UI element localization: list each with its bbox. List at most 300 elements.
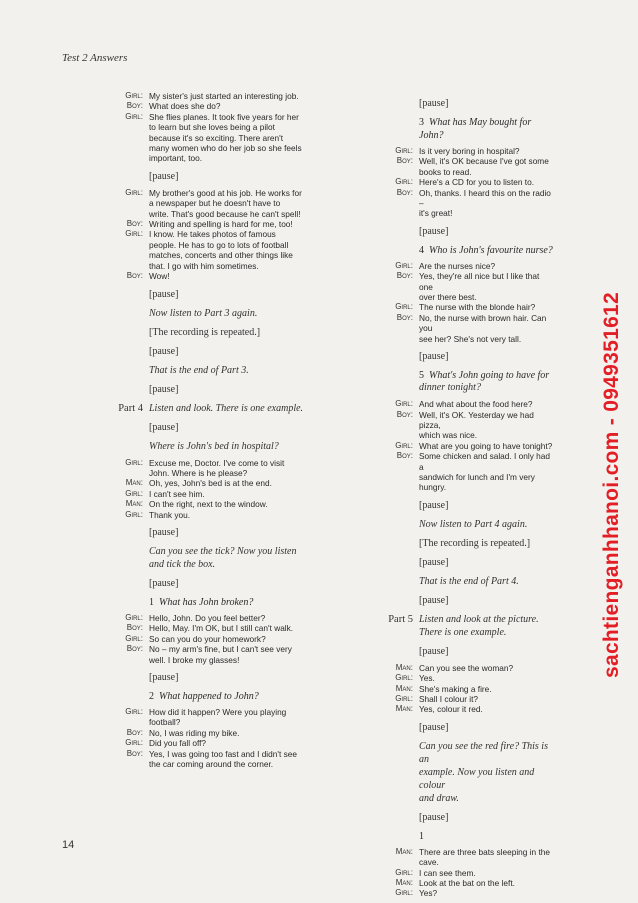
dialogue-text: Here's a CD for you to listen to. — [419, 177, 535, 188]
question-text: What happened to John? — [159, 690, 259, 702]
dialogue-text: Yes? — [419, 888, 438, 899]
indent-spacer — [355, 740, 419, 766]
instruction — [355, 626, 555, 639]
stage-direction-text: [The recording is repeated.] — [149, 326, 261, 338]
speaker-label — [355, 208, 419, 218]
instruction-text: Can you see the tick? Now you listen — [149, 545, 297, 557]
dialogue-line — [355, 704, 555, 714]
indent-spacer — [355, 556, 419, 569]
dialogue-line — [85, 133, 330, 143]
speaker-label: Girl: — [395, 146, 413, 155]
speaker-label: Girl: — [395, 399, 413, 409]
dialogue-line — [355, 441, 555, 451]
speaker-label — [85, 655, 149, 665]
speaker-label: Man: — [395, 878, 413, 887]
stage-direction-text: [pause] — [419, 225, 449, 237]
speaker-label: Man: — [395, 662, 413, 672]
dialogue-text: On the right, next to the window. — [149, 499, 268, 510]
dialogue-line — [85, 728, 330, 738]
dialogue-text: She flies planes. It took five years for her — [149, 111, 299, 122]
dialogue-line — [355, 167, 555, 177]
speaker-label: Man: — [125, 478, 143, 488]
dialogue-line — [85, 271, 330, 281]
indent-spacer — [85, 596, 149, 609]
speaker-label: Girl: — [125, 229, 143, 239]
dialogue-text: My sister's just started an interesting job. — [149, 91, 299, 101]
dialogue-line — [355, 673, 555, 683]
indent-spacer — [355, 381, 419, 394]
dialogue-text: Oh, thanks. I heard this on the radio – — [419, 187, 551, 209]
speaker-label — [85, 759, 149, 769]
dialogue-line — [355, 292, 555, 302]
stage-direction-text: [pause] — [419, 98, 449, 109]
speaker-label — [85, 250, 149, 260]
stage-direction — [355, 594, 555, 607]
question-line — [419, 830, 555, 843]
dialogue-text: see her? She's not very tall. — [419, 333, 522, 344]
dialogue-line — [355, 156, 555, 166]
page-number: 14 — [62, 839, 75, 851]
dialogue-text: How did it happen? Were you playing — [149, 706, 287, 717]
stage-direction-text: [pause] — [419, 645, 449, 657]
dialogue-text: well. I broke my glasses! — [149, 654, 240, 665]
speaker-label: Boy: — [396, 187, 413, 197]
speaker-label: Boy: — [396, 271, 413, 281]
stage-direction — [85, 577, 330, 590]
speaker-label: Girl: — [395, 693, 413, 703]
dialogue-line — [355, 261, 555, 271]
dialogue-line — [85, 510, 330, 520]
dialogue-line — [85, 188, 330, 198]
dialogue-text: Can you see the woman? — [419, 662, 514, 673]
dialogue-text: There are three bats sleeping in the cave. — [419, 846, 550, 868]
stage-direction-text: [pause] — [419, 556, 449, 568]
dialogue-line — [355, 888, 555, 898]
instruction-text: Now listen to Part 3 again. — [149, 307, 258, 319]
speaker-label — [85, 468, 149, 478]
speaker-label: Boy: — [126, 219, 143, 229]
stage-direction-text: [The recording is repeated.] — [419, 537, 531, 549]
indent-spacer — [355, 518, 419, 531]
dialogue-text: What does she do? — [149, 101, 221, 112]
stage-direction-text: [pause] — [419, 594, 449, 606]
dialogue-line — [355, 847, 555, 868]
stage-direction — [85, 421, 330, 434]
question-number: 3 — [419, 117, 424, 128]
question-text: What has May bought for John? — [419, 117, 532, 141]
dialogue-text: the car coming around the corner. — [149, 759, 274, 769]
dialogue-text: many women who do her job so she feels — [149, 143, 302, 154]
stage-direction — [355, 499, 555, 512]
dialogue-text: No, I was riding my bike. — [149, 727, 240, 738]
dialogue-line — [85, 240, 330, 250]
indent-spacer — [355, 537, 419, 550]
stage-direction — [355, 556, 555, 569]
stage-direction-text: [pause] — [149, 671, 179, 683]
dialogue-text: Yes, I was going too fast and I didn't see — [149, 748, 297, 759]
indent-spacer — [85, 577, 149, 590]
indent-spacer — [85, 545, 149, 558]
dialogue-line — [85, 707, 330, 717]
stage-direction — [355, 645, 555, 658]
stage-direction — [85, 170, 330, 183]
dialogue-line — [85, 499, 330, 509]
stage-direction — [355, 97, 555, 110]
speaker-label — [85, 153, 149, 163]
dialogue-text: Well, it's OK because I've got some — [419, 156, 549, 167]
speaker-label: Girl: — [125, 91, 143, 100]
indent-spacer — [85, 288, 149, 301]
dialogue-text: sandwich for lunch and I'm very hungry. — [419, 471, 535, 493]
question — [355, 116, 555, 142]
dialogue-text: Hello, May. I'm OK, but I still can't walk. — [149, 623, 294, 634]
speaker-label: Girl: — [125, 738, 143, 748]
dialogue-text: Wow! — [149, 271, 170, 282]
page-header: Test 2 Answers — [62, 52, 128, 64]
dialogue-line — [85, 209, 330, 219]
instruction-text: example. Now you listen and colour — [419, 766, 535, 791]
speaker-label — [355, 472, 419, 493]
dialogue-line — [355, 313, 555, 334]
dialogue-text: I can see them. — [419, 867, 476, 878]
indent-spacer — [355, 830, 419, 843]
dialogue-text: Yes, they're all nice but I like that one — [419, 271, 540, 292]
dialogue-line — [85, 122, 330, 132]
speaker-label: Girl: — [125, 612, 143, 622]
instruction — [355, 766, 555, 792]
indent-spacer — [355, 225, 419, 238]
dialogue-text: Did you fall off? — [149, 738, 207, 749]
dialogue-text: The nurse with the blonde hair? — [419, 302, 536, 313]
instruction-text: That is the end of Part 4. — [419, 575, 519, 587]
dialogue-text: Look at the bat on the left. — [419, 878, 515, 888]
instruction-text: That is the end of Part 3. — [149, 364, 249, 376]
dialogue-text: write. That's good because he can't spell! — [149, 208, 301, 219]
instruction — [355, 381, 555, 394]
indent-spacer — [85, 170, 149, 183]
speaker-label: Girl: — [125, 187, 143, 197]
stage-direction — [85, 345, 330, 358]
dialogue-line — [355, 177, 555, 187]
dialogue-line — [85, 198, 330, 208]
instruction — [85, 440, 330, 453]
stage-direction — [355, 350, 555, 363]
speaker-label: Boy: — [396, 409, 413, 419]
dialogue-text: What are you going to have tonight? — [419, 440, 553, 451]
dialogue-text: She's making a fire. — [419, 683, 492, 694]
dialogue-text: people. He has to go to lots of football — [149, 239, 289, 250]
dialogue-text: I know. He takes photos of famous — [149, 229, 276, 240]
part-label: Part 4 — [118, 402, 143, 414]
indent-spacer — [85, 440, 149, 453]
speaker-label: Man: — [395, 846, 413, 856]
speaker-label — [85, 133, 149, 143]
question-text: What has John broken? — [159, 596, 254, 608]
stage-direction — [85, 326, 330, 339]
indent-spacer — [355, 626, 419, 639]
speaker-label: Boy: — [396, 156, 413, 166]
stage-direction-text: [pause] — [149, 421, 179, 433]
speaker-label — [85, 717, 149, 727]
stage-direction — [355, 225, 555, 238]
dialogue-text: which was nice. — [419, 430, 478, 441]
dialogue-line — [355, 472, 555, 493]
speaker-label: Girl: — [125, 633, 143, 643]
dialogue-line — [355, 684, 555, 694]
dialogue-text: that. I go with him sometimes. — [149, 260, 259, 271]
dialogue-line — [85, 759, 330, 769]
dialogue-text: to learn but she loves being a pilot — [149, 122, 275, 133]
stage-direction-text: [pause] — [149, 288, 179, 300]
dialogue-line — [355, 663, 555, 673]
indent-spacer — [85, 671, 149, 684]
indent-spacer — [355, 97, 419, 110]
dialogue-line — [85, 458, 330, 468]
speaker-label — [85, 143, 149, 153]
dialogue-line — [355, 334, 555, 344]
dialogue-text: because it's so exciting. There aren't — [149, 132, 283, 143]
dialogue-line — [355, 878, 555, 888]
speaker-label: Girl: — [395, 440, 413, 450]
watermark-text: sachtienganhhanoi.com - 0949351612 — [600, 291, 623, 679]
speaker-label: Boy: — [126, 101, 143, 111]
question-text: What's John going to have for — [429, 370, 550, 382]
instruction-text: Listen and look at the picture. — [419, 613, 539, 625]
dialogue-text: Some chicken and salad. I only had a — [419, 451, 550, 472]
indent-spacer — [85, 345, 149, 358]
dialogue-text: Yes. — [419, 673, 435, 684]
question-line — [419, 244, 555, 257]
speaker-label: Boy: — [126, 271, 143, 281]
dialogue-text: important, too. — [149, 153, 203, 164]
dialogue-line — [85, 101, 330, 111]
indent-spacer — [85, 364, 149, 377]
dialogue-line — [85, 153, 330, 163]
dialogue-line — [355, 399, 555, 409]
part-label: Part 5 — [388, 613, 413, 625]
dialogue-text: Oh, yes, John's bed is at the end. — [149, 478, 272, 489]
dialogue-text: I can't see him. — [149, 488, 205, 499]
speaker-label: Man: — [395, 683, 413, 693]
speaker-label: Girl: — [395, 888, 413, 898]
instruction-text: Listen and look. There is one example. — [149, 402, 304, 414]
dialogue-line — [355, 208, 555, 218]
stage-direction-text: [pause] — [419, 351, 449, 363]
question-number: 1 — [149, 596, 154, 608]
question-text: Who is John's favourite nurse? — [429, 244, 553, 256]
question-number: 2 — [149, 690, 154, 702]
indent-spacer — [355, 499, 419, 512]
dialogue-line — [85, 655, 330, 665]
instruction-text: There is one example. — [419, 626, 507, 638]
question — [355, 830, 555, 843]
dialogue-text: Shall I colour it? — [419, 693, 479, 704]
dialogue-text: books to read. — [419, 166, 472, 177]
right-column — [355, 91, 555, 899]
left-column — [85, 91, 330, 769]
dialogue-line — [355, 430, 555, 440]
speaker-label: Boy: — [126, 748, 143, 758]
question-number: 1 — [419, 830, 424, 842]
indent-spacer — [355, 575, 419, 588]
dialogue-line — [85, 634, 330, 644]
stage-direction-text: [pause] — [419, 499, 449, 511]
speaker-label: Girl: — [395, 260, 413, 270]
stage-direction-text: [pause] — [149, 526, 179, 538]
indent-spacer — [85, 421, 149, 434]
dialogue-line — [355, 302, 555, 312]
dialogue-text: Yes, colour it red. — [419, 704, 483, 715]
speaker-label — [355, 292, 419, 302]
stage-direction — [85, 383, 330, 396]
speaker-label: Girl: — [395, 673, 413, 683]
question-line — [419, 116, 555, 142]
speaker-label — [85, 198, 149, 208]
speaker-label — [355, 167, 419, 177]
dialogue-text: Thank you. — [149, 509, 191, 520]
dialogue-line — [85, 623, 330, 633]
dialogue-line — [355, 188, 555, 209]
stage-direction — [85, 288, 330, 301]
dialogue-line — [85, 644, 330, 654]
indent-spacer — [85, 526, 149, 539]
dialogue-line — [85, 250, 330, 260]
indent-spacer — [85, 326, 149, 339]
stage-direction — [355, 537, 555, 550]
instruction — [85, 558, 330, 571]
dialogue-text: Are the nurses nice? — [419, 260, 496, 271]
instruction — [85, 364, 330, 377]
dialogue-text: over there best. — [419, 292, 477, 303]
indent-spacer — [355, 594, 419, 607]
speaker-label: Boy: — [126, 727, 143, 737]
dialogue-text: football? — [149, 717, 181, 728]
speaker-label: Girl: — [125, 488, 143, 498]
speaker-label — [85, 261, 149, 271]
indent-spacer — [85, 307, 149, 320]
watermark — [592, 100, 632, 870]
instruction-text: Can you see the red fire? This is an — [419, 740, 548, 765]
dialogue-text: Writing and spelling is hard for me, too! — [149, 219, 293, 230]
dialogue-line — [85, 112, 330, 122]
question-line — [149, 690, 330, 703]
dialogue-text: John. Where is he please? — [149, 467, 248, 478]
dialogue-text: it's great! — [419, 208, 453, 219]
dialogue-line — [85, 478, 330, 488]
instruction-text: Where is John's bed in hospital? — [149, 440, 279, 452]
dialogue-line — [85, 613, 330, 623]
instruction — [355, 740, 555, 766]
question-line — [149, 596, 330, 609]
indent-spacer — [355, 116, 419, 142]
instruction — [85, 402, 330, 415]
speaker-label — [355, 334, 419, 344]
dialogue-text: So can you do your homework? — [149, 633, 266, 644]
indent-spacer — [355, 721, 419, 734]
stage-direction — [355, 721, 555, 734]
speaker-label: Girl: — [125, 111, 143, 121]
speaker-label: Man: — [125, 499, 143, 509]
indent-spacer — [355, 350, 419, 363]
speaker-label: Boy: — [126, 623, 143, 633]
dialogue-line — [355, 451, 555, 472]
dialogue-line — [355, 694, 555, 704]
instruction-text: Now listen to Part 4 again. — [419, 518, 528, 530]
speaker-label: Girl: — [125, 509, 143, 519]
speaker-label: Man: — [395, 704, 413, 714]
dialogue-text: a newspaper but he doesn't have to — [149, 198, 281, 209]
stage-direction-text: [pause] — [419, 811, 449, 823]
stage-direction-text: [pause] — [419, 721, 449, 733]
speaker-label — [85, 209, 149, 219]
stage-direction-text: [pause] — [149, 577, 179, 589]
speaker-label — [85, 240, 149, 250]
dialogue-line — [85, 468, 330, 478]
dialogue-line — [85, 717, 330, 727]
speaker-label — [355, 430, 419, 440]
speaker-label: Boy: — [396, 312, 413, 322]
speaker-label: Girl: — [395, 867, 413, 877]
stage-direction-text: [pause] — [149, 170, 179, 182]
dialogue-text: No – my arm's fine, but I can't see very — [149, 644, 292, 655]
dialogue-line — [85, 91, 330, 101]
indent-spacer — [85, 690, 149, 703]
question-number: 5 — [419, 370, 424, 382]
speaker-label: Girl: — [395, 302, 413, 312]
dialogue-line — [85, 229, 330, 239]
dialogue-line — [355, 868, 555, 878]
dialogue-text: Hello, John. Do you feel better? — [149, 612, 266, 623]
dialogue-text: No, the nurse with brown hair. Can you — [419, 312, 547, 334]
dialogue-line — [85, 738, 330, 748]
speaker-label: Boy: — [396, 451, 413, 461]
instruction — [355, 575, 555, 588]
dialogue-line — [355, 271, 555, 292]
stage-direction — [85, 526, 330, 539]
dialogue-text: My brother's good at his job. He works for — [149, 187, 302, 198]
stage-direction — [355, 811, 555, 824]
dialogue-line — [85, 143, 330, 153]
stage-direction-text: [pause] — [149, 383, 179, 395]
speaker-label — [85, 122, 149, 132]
instruction — [85, 307, 330, 320]
question — [355, 244, 555, 257]
indent-spacer — [355, 792, 419, 805]
instruction — [355, 518, 555, 531]
speaker-label: Boy: — [126, 644, 143, 654]
indent-spacer — [355, 766, 419, 792]
dialogue-line — [85, 261, 330, 271]
speaker-label: Girl: — [125, 457, 143, 467]
question — [85, 690, 330, 703]
dialogue-line — [355, 410, 555, 431]
dialogue-line — [85, 489, 330, 499]
dialogue-text: Is it very boring in hospital? — [419, 146, 520, 156]
question — [85, 596, 330, 609]
spacer — [424, 831, 429, 842]
instruction — [85, 545, 330, 558]
speaker-label: Girl: — [395, 177, 413, 187]
indent-spacer — [85, 383, 149, 396]
dialogue-line — [355, 146, 555, 156]
indent-spacer — [85, 558, 149, 571]
instruction-text: and tick the box. — [149, 558, 216, 570]
instruction-text: and draw. — [419, 792, 459, 804]
indent-spacer — [355, 811, 419, 824]
stage-direction-text: [pause] — [149, 345, 179, 357]
dialogue-line — [85, 749, 330, 759]
indent-spacer — [355, 645, 419, 658]
